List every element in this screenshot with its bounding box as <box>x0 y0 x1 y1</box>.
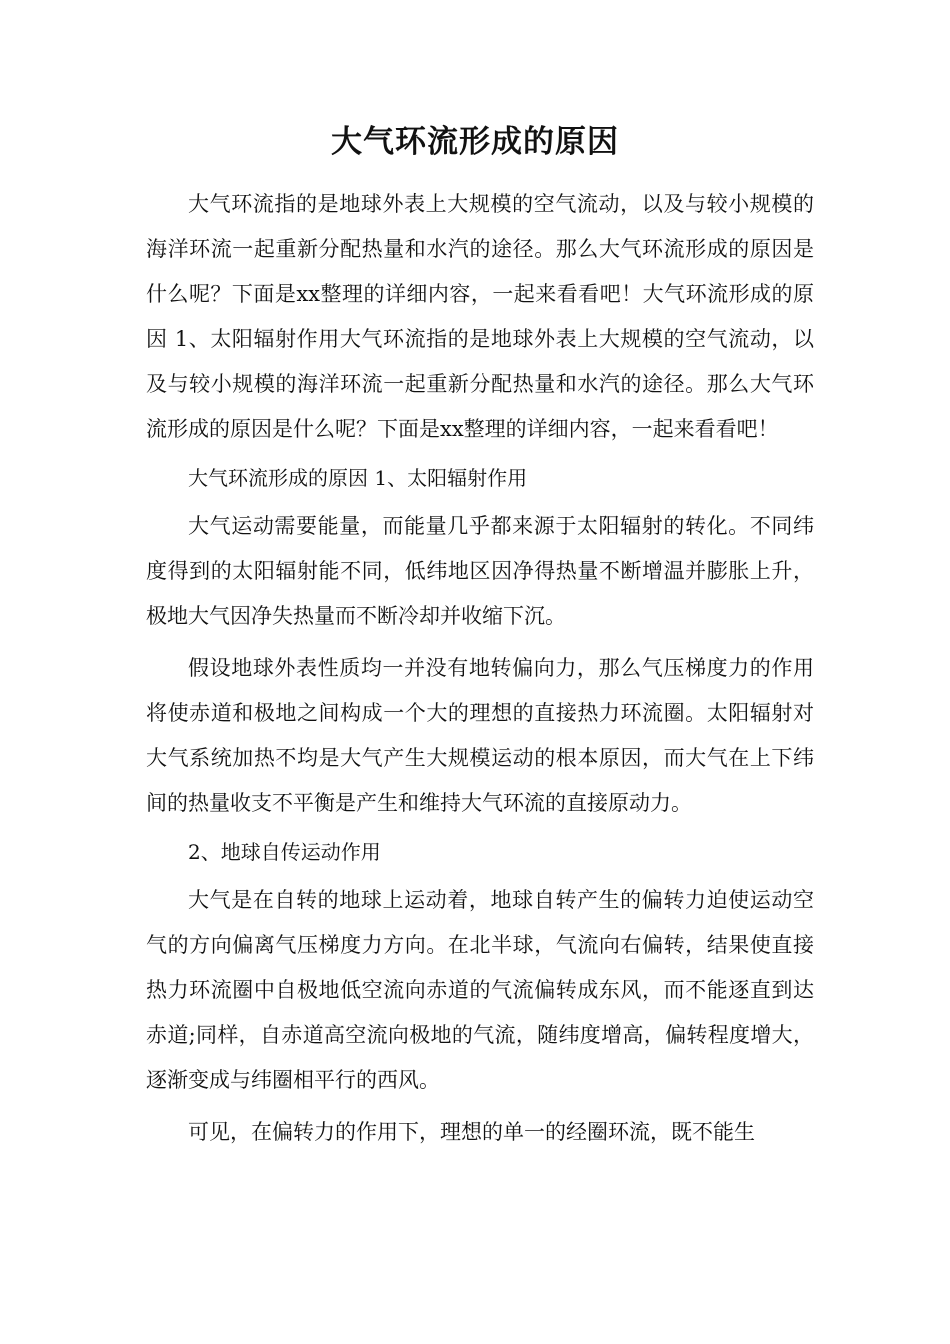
document-body <box>146 182 814 1155</box>
paragraph-solar-energy: 大气运动需要能量，而能量几乎都来源于太阳辐射的转化。不同纬度得到的太阳辐射能不同，低纬地区因净得热量不断增温并膨胀上升，极地大气因净失热量而不断冷却并收缩下沉。 <box>146 514 814 628</box>
section-heading-solar-radiation: 大气环流形成的原因 1、太阳辐射作用 <box>188 466 528 490</box>
paragraph-conclusion: 可见，在偏转力的作用下，理想的单一的经圈环流，既不能生 <box>188 1120 755 1144</box>
paragraph-thermal-circulation: 假设地球外表性质均一并没有地转偏向力，那么气压梯度力的作用将使赤道和极地之间构成一个大的理想的直接热力环流圈。太阳辐射对大气系统加热不均是大气产生大规模运动的根本原因，而大气在上下纬间的热量收支不平衡是产生和维持大气环流的直接原动力。 <box>146 656 814 815</box>
page-title: 大气环流形成的原因 <box>331 124 619 160</box>
paragraph-deflection-force: 大气是在自转的地球上运动着，地球自转产生的偏转力迫使运动空气的方向偏离气压梯度力方向。在北半球，气流向右偏转，结果使直接热力环流圈中自极地低空流向赤道的气流偏转成东风，而不能逐直到达赤道;同样，自赤道高空流向极地的气流，随纬度增高，偏转程度增大，逐渐变成与纬圈相平行的西风。 <box>146 888 814 1092</box>
paragraph-intro: 大气环流指的是地球外表上大规模的空气流动，以及与较小规模的海洋环流一起重新分配热量和水汽的途径。那么大气环流形成的原因是什么呢？下面是xx整理的详细内容，一起来看看吧！大气环流形成的原因 1、太阳辐射作用大气环流指的是地球外表上大规模的空气流动，以及与较小规模的海洋环流一起重新分配热量和水汽的途径。那么大气环流形成的原因是什么呢？下面是xx整理的详细内容，一起来看看吧！ <box>146 192 814 441</box>
section-heading-earth-rotation: 2、地球自传运动作用 <box>188 840 381 864</box>
